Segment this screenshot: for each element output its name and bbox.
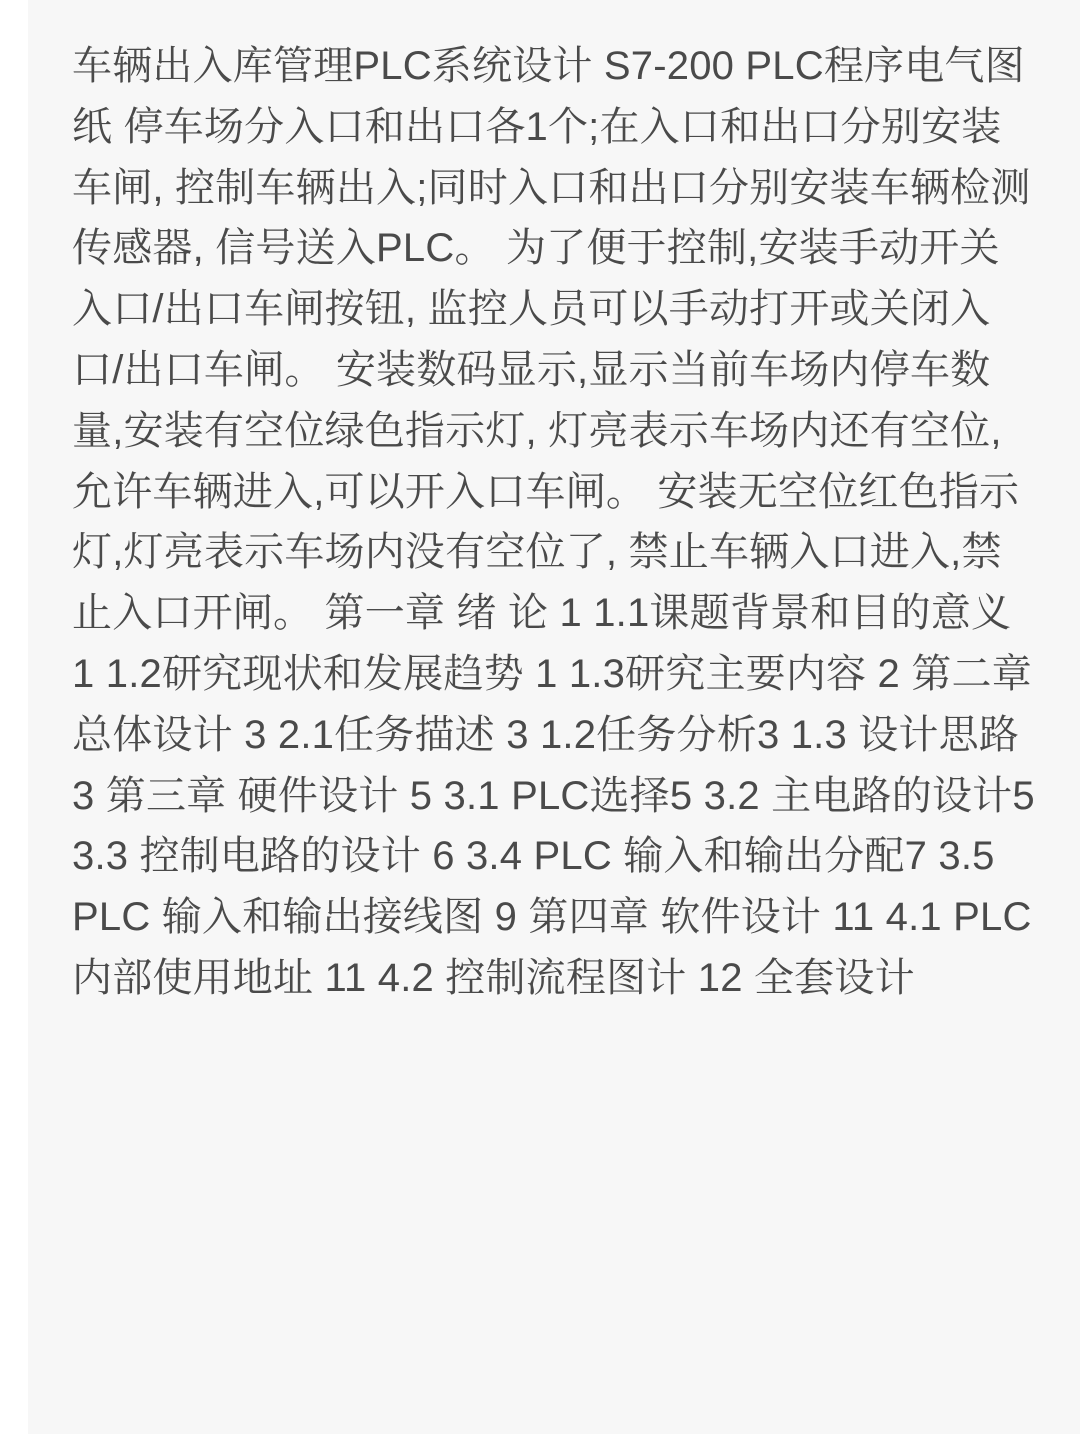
document-text-content: 车辆出入库管理PLC系统设计 S7-200 PLC程序电气图纸 停车场分入口和出口各1个;在入口和出口分别安装车闸, 控制车辆出入;同时入口和出口分别安装车辆检测传感器, 信号送入PLC。 为了便于控制,安装手动开关入口/出口车闸按钮, 监控人员可以手动打开或关闭入口/出口车闸。 安装数码显示,显示当前车场内停车数量,安装有空位绿色指示灯, 灯亮表示车场内还有空位,允许车辆进入,可以开入口车闸。 安装无空位红色指示灯,灯亮表示车场内没有空位了, 禁止车辆入口进入,禁止入口开闸。 第一章 绪 论 1 1.1课题背景和目的意义 1 1.2研究现状和发展趋势 1 1.3研究主要内容 2 第二章 总体设计 3 2.1任务描述 3 1.2任务分析3 1.3 设计思路 3 第三章 硬件设计 5 3.1 PLC选择5 3.2 主电路的设计5 3.3 控制电路的设计 6 3.4 PLC 输入和输出分配7 3.5 PLC 输入和输出接线图 9 第四章 软件设计 11 4.1 PLC内部使用地址 11 4.2 控制流程图计 12 全套设计 <box>72 44 1047 1000</box>
page-left-margin <box>0 0 28 1434</box>
document-body <box>28 0 1080 1434</box>
